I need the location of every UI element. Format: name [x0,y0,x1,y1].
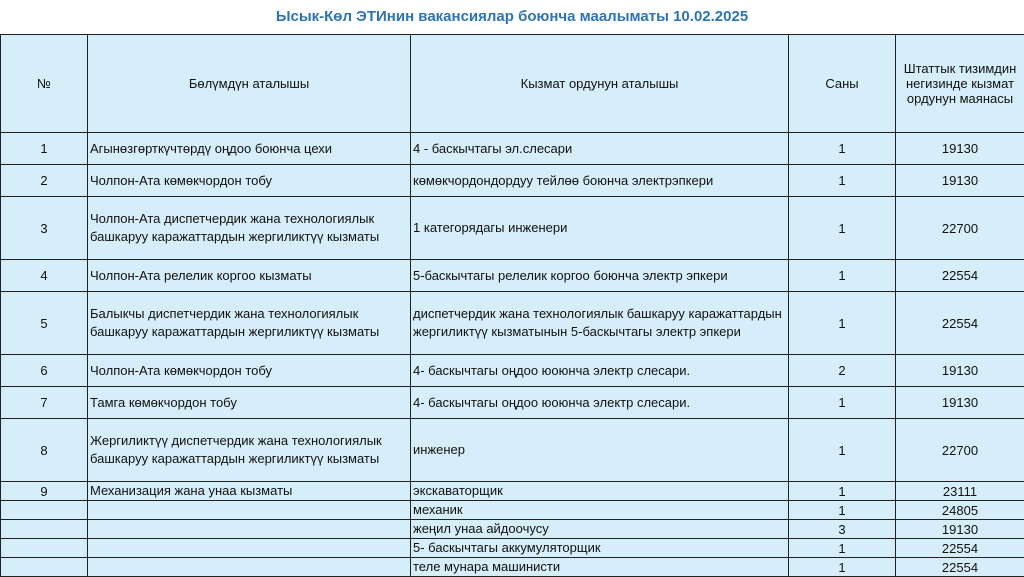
cell-num [1,520,88,539]
header-salary: Штаттык тизимдин негизинде кызмат ордунун маянасы [896,35,1024,133]
table-row [1,260,1024,292]
cell-position: 1 категорядагы инженери [411,197,789,260]
cell-count: 1 [789,133,896,165]
cell-num [1,501,88,520]
cell-salary: 19130 [896,355,1024,387]
cell-department: Жергиликтүү диспетчердик жана технологиялык башкаруу каражаттардын жергиликтүү кызматы [88,419,411,482]
vacancies-table [0,34,1024,577]
cell-count: 1 [789,165,896,197]
cell-department: Чолпон-Ата диспетчердик жана технологиялык башкаруу каражаттардын жергиликтүү кызматы [88,197,411,260]
cell-position: механик [411,501,789,520]
cell-count: 1 [789,292,896,355]
cell-position: 4- баскычтагы оңдоо юоюнча электр слесари. [411,355,789,387]
cell-salary: 24805 [896,501,1024,520]
cell-num: 8 [1,419,88,482]
cell-department: Чолпон-Ата релелик коргоо кызматы [88,260,411,292]
cell-position: 4- баскычтагы оңдоо юоюнча электр слесари. [411,387,789,419]
table-row [1,387,1024,419]
cell-salary: 22700 [896,419,1024,482]
cell-num [1,539,88,558]
page-title: Ысык-Көл ЭТИнин вакансиялар боюнча маалыматы 10.02.2025 [0,0,1024,34]
cell-department: Механизация жана унаа кызматы [88,482,411,501]
cell-position: 5-баскычтагы релелик коргоо боюнча электр эпкери [411,260,789,292]
cell-salary: 22554 [896,558,1024,577]
cell-count: 3 [789,520,896,539]
cell-position: экскаваторщик [411,482,789,501]
cell-count: 1 [789,260,896,292]
cell-position: 4 - баскычтагы эл.слесари [411,133,789,165]
cell-salary: 22554 [896,539,1024,558]
table-row [1,133,1024,165]
table-row [1,292,1024,355]
table-row [1,165,1024,197]
cell-count: 1 [789,197,896,260]
cell-count: 2 [789,355,896,387]
header-num: № [1,35,88,133]
cell-salary: 23111 [896,482,1024,501]
table-row [1,539,1024,558]
cell-department [88,501,411,520]
table-row [1,520,1024,539]
cell-num: 6 [1,355,88,387]
cell-num: 2 [1,165,88,197]
cell-count: 1 [789,387,896,419]
cell-position: теле мунара машинисти [411,558,789,577]
table-row [1,355,1024,387]
cell-salary: 22700 [896,197,1024,260]
cell-num: 9 [1,482,88,501]
cell-position: диспетчердик жана технологиялык башкаруу каражаттардын жергиликтүү кызматынын 5-баскычтагы электр эпкери [411,292,789,355]
cell-position: 5- баскычтагы аккумуляторщик [411,539,789,558]
cell-department [88,539,411,558]
header-row [1,35,1024,133]
cell-salary: 22554 [896,260,1024,292]
cell-count: 1 [789,539,896,558]
table-row [1,197,1024,260]
header-count: Саны [789,35,896,133]
cell-salary: 19130 [896,520,1024,539]
cell-num: 1 [1,133,88,165]
cell-count: 1 [789,419,896,482]
header-department: Бөлүмдүн аталышы [88,35,411,133]
cell-position: көмөкчордондордуу тейлөө боюнча электрэпкери [411,165,789,197]
cell-department: Агынөзгөрткүчтөрдү оңдоо боюнча цехи [88,133,411,165]
cell-num: 4 [1,260,88,292]
cell-salary: 22554 [896,292,1024,355]
cell-department: Чолпон-Ата көмөкчордон тобу [88,165,411,197]
cell-position: инженер [411,419,789,482]
cell-department: Чолпон-Ата көмөкчордон тобу [88,355,411,387]
cell-position: жеңил унаа айдоочусу [411,520,789,539]
cell-num: 3 [1,197,88,260]
table-row [1,482,1024,501]
cell-department: Балыкчы диспетчердик жана технологиялык башкаруу каражаттардын жергиликтүү кызматы [88,292,411,355]
cell-salary: 19130 [896,133,1024,165]
table-row [1,419,1024,482]
cell-salary: 19130 [896,387,1024,419]
table-row [1,501,1024,520]
header-position: Кызмат ордунун аталышы [411,35,789,133]
cell-department [88,520,411,539]
cell-num: 7 [1,387,88,419]
cell-num: 5 [1,292,88,355]
cell-department: Тамга көмөкчордон тобу [88,387,411,419]
cell-count: 1 [789,482,896,501]
cell-count: 1 [789,501,896,520]
cell-salary: 19130 [896,165,1024,197]
cell-count: 1 [789,558,896,577]
